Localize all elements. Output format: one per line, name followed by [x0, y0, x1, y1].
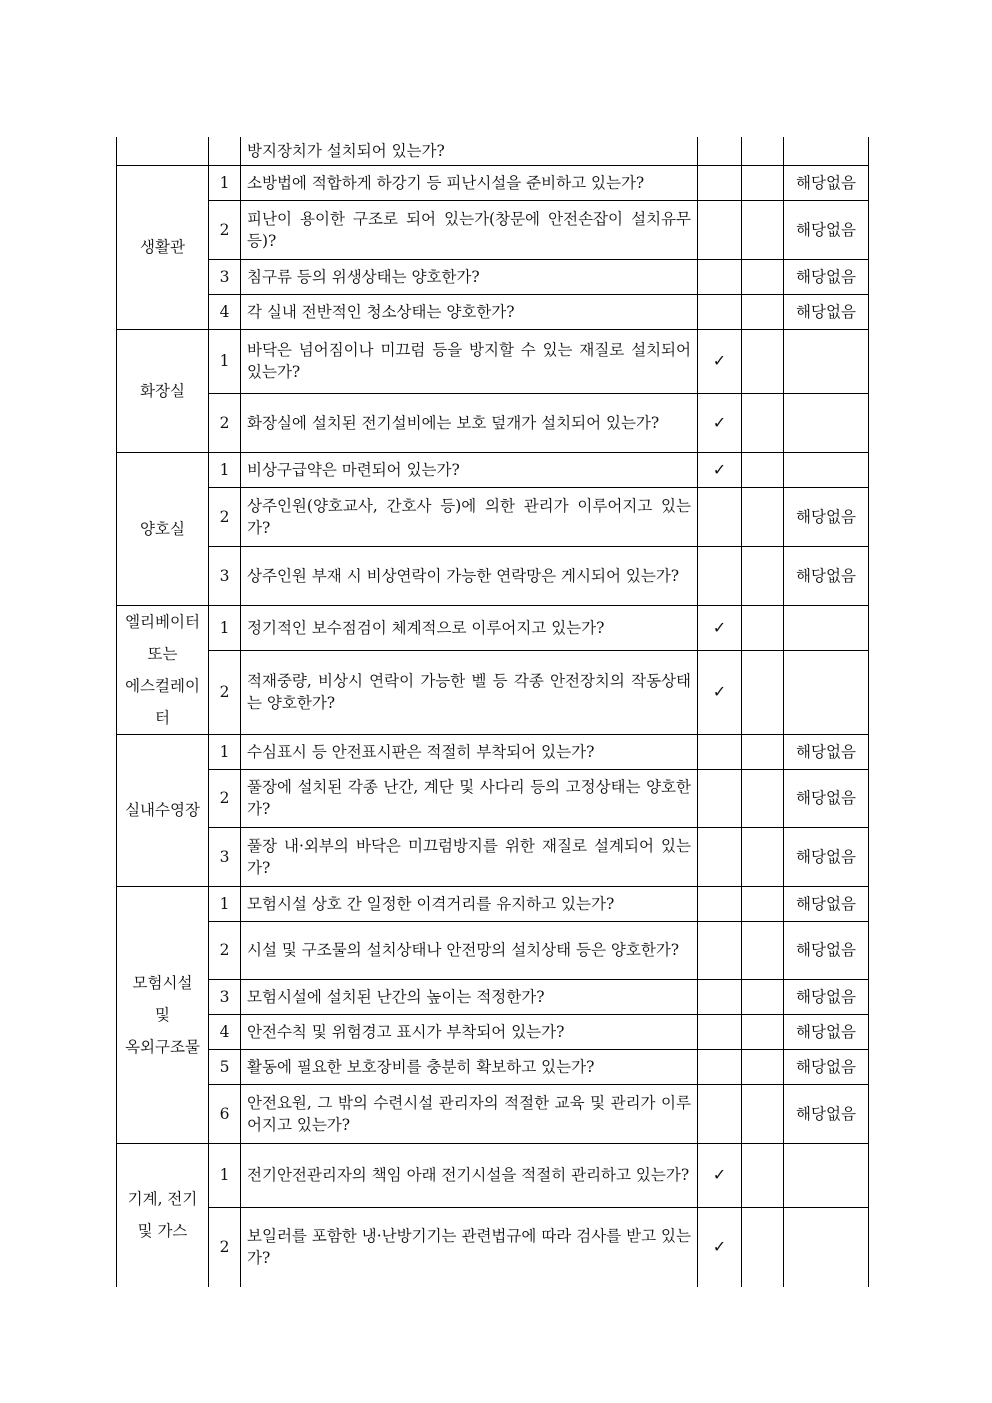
item-number: 6 [209, 1084, 241, 1143]
item-number: 3 [209, 979, 241, 1014]
question-text: 화장실에 설치된 전기설비에는 보호 덮개가 설치되어 있는가? [241, 393, 698, 452]
checklist-table [116, 137, 869, 1287]
note-cell: 해당없음 [784, 886, 869, 921]
note-cell: 해당없음 [784, 827, 869, 886]
category-cell [117, 1143, 209, 1287]
table-row [117, 769, 869, 827]
item-number: 4 [209, 294, 241, 329]
table-row [117, 827, 869, 886]
item-number: 3 [209, 259, 241, 294]
question-text: 비상구급약은 마련되어 있는가? [241, 452, 698, 487]
check-cell-2 [742, 921, 784, 979]
table-row [117, 1049, 869, 1084]
category-label: 및 가스 [137, 1222, 188, 1241]
check-cell-2 [742, 294, 784, 329]
check-cell: ✓ [698, 651, 742, 734]
check-cell-2 [742, 769, 784, 827]
table-row [117, 979, 869, 1014]
question-text: 풀장 내·외부의 바닥은 미끄럼방지를 위한 재질로 설계되어 있는가? [241, 827, 698, 886]
check-cell-2 [742, 734, 784, 769]
check-cell [698, 979, 742, 1014]
check-cell: ✓ [698, 1143, 742, 1207]
note-cell [784, 393, 869, 452]
category-label: 화장실 [140, 381, 185, 400]
note-cell [784, 452, 869, 487]
note-cell: 해당없음 [784, 769, 869, 827]
note-cell [784, 1143, 869, 1207]
table-row [117, 651, 869, 734]
check-cell [698, 1084, 742, 1143]
question-text: 침구류 등의 위생상태는 양호한가? [241, 259, 698, 294]
note-cell: 해당없음 [784, 1084, 869, 1143]
category-label: 또는 [147, 644, 178, 663]
check-cell [698, 137, 742, 165]
item-number: 2 [209, 921, 241, 979]
note-cell [784, 1207, 869, 1287]
question-text: 풀장에 설치된 각종 난간, 계단 및 사다리 등의 고정상태는 양호한가? [241, 769, 698, 827]
category-cell [117, 165, 209, 329]
question-text: 안전수칙 및 위험경고 표시가 부착되어 있는가? [241, 1014, 698, 1049]
check-cell-2 [742, 452, 784, 487]
table-row [117, 137, 869, 165]
question-text: 상주인원(양호교사, 간호사 등)에 의한 관리가 이루어지고 있는가? [241, 487, 698, 546]
category-cell [117, 452, 209, 605]
check-cell: ✓ [698, 329, 742, 393]
table-row [117, 605, 869, 651]
check-cell: ✓ [698, 1207, 742, 1287]
question-text: 모험시설 상호 간 일정한 이격거리를 유지하고 있는가? [241, 886, 698, 921]
table-row [117, 329, 869, 393]
table-row [117, 1014, 869, 1049]
check-cell-2 [742, 546, 784, 605]
table-row [117, 165, 869, 200]
note-cell [784, 137, 869, 165]
item-number [209, 137, 241, 165]
question-text: 피난이 용이한 구조로 되어 있는가(창문에 안전손잡이 설치유무 등)? [241, 200, 698, 259]
question-text: 활동에 필요한 보호장비를 충분히 확보하고 있는가? [241, 1049, 698, 1084]
question-text: 상주인원 부재 시 비상연락이 가능한 연락망은 게시되어 있는가? [241, 546, 698, 605]
check-cell [698, 165, 742, 200]
table-row [117, 259, 869, 294]
table-row [117, 886, 869, 921]
note-cell [784, 651, 869, 734]
question-text: 수심표시 등 안전표시판은 적절히 부착되어 있는가? [241, 734, 698, 769]
check-cell: ✓ [698, 393, 742, 452]
question-text: 보일러를 포함한 냉·난방기기는 관련법규에 따라 검사를 받고 있는가? [241, 1207, 698, 1287]
table-row [117, 734, 869, 769]
category-cell [117, 605, 209, 734]
note-cell: 해당없음 [784, 1014, 869, 1049]
item-number: 3 [209, 546, 241, 605]
check-cell: ✓ [698, 452, 742, 487]
category-cell [117, 734, 209, 886]
check-cell [698, 886, 742, 921]
check-cell [698, 259, 742, 294]
category-cell [117, 886, 209, 1143]
check-cell-2 [742, 1084, 784, 1143]
check-cell [698, 1049, 742, 1084]
note-cell: 해당없음 [784, 734, 869, 769]
note-cell: 해당없음 [784, 979, 869, 1014]
category-label: 생활관 [140, 238, 185, 256]
table-row [117, 452, 869, 487]
check-cell [698, 1014, 742, 1049]
check-cell-2 [742, 165, 784, 200]
category-label: 양호실 [140, 519, 185, 538]
check-cell-2 [742, 200, 784, 259]
check-cell: ✓ [698, 605, 742, 651]
table-row [117, 487, 869, 546]
question-text: 시설 및 구조물의 설치상태나 안전망의 설치상태 등은 양호한가? [241, 921, 698, 979]
item-number: 2 [209, 487, 241, 546]
question-text: 적재중량, 비상시 연락이 가능한 벨 등 각종 안전장치의 작동상태는 양호한가? [241, 651, 698, 734]
question-text: 각 실내 전반적인 청소상태는 양호한가? [241, 294, 698, 329]
table-row [117, 294, 869, 329]
check-cell-2 [742, 259, 784, 294]
item-number: 5 [209, 1049, 241, 1084]
check-cell-2 [742, 1207, 784, 1287]
check-cell-2 [742, 605, 784, 651]
category-cell [117, 137, 209, 165]
check-cell-2 [742, 827, 784, 886]
table-row [117, 1143, 869, 1207]
note-cell: 해당없음 [784, 294, 869, 329]
note-cell [784, 329, 869, 393]
check-cell-2 [742, 393, 784, 452]
check-cell [698, 200, 742, 259]
item-number: 1 [209, 165, 241, 200]
check-cell-2 [742, 137, 784, 165]
category-label: 엘리베이터 [125, 612, 200, 631]
check-cell [698, 769, 742, 827]
question-text: 방지장치가 설치되어 있는가? [241, 137, 698, 165]
table-row [117, 393, 869, 452]
item-number: 2 [209, 393, 241, 452]
table-row [117, 921, 869, 979]
item-number: 1 [209, 605, 241, 651]
check-cell-2 [742, 1049, 784, 1084]
check-cell [698, 546, 742, 605]
table-row [117, 546, 869, 605]
check-cell-2 [742, 487, 784, 546]
check-cell-2 [742, 329, 784, 393]
note-cell [784, 605, 869, 651]
item-number: 1 [209, 329, 241, 393]
question-text: 정기적인 보수점검이 체계적으로 이루어지고 있는가? [241, 605, 698, 651]
check-cell-2 [742, 1014, 784, 1049]
item-number: 2 [209, 769, 241, 827]
category-label: 실내수영장 [125, 801, 200, 819]
check-cell-2 [742, 979, 784, 1014]
check-cell-2 [742, 1143, 784, 1207]
question-text: 바닥은 넘어짐이나 미끄럼 등을 방지할 수 있는 재질로 설치되어 있는가? [241, 329, 698, 393]
note-cell: 해당없음 [784, 200, 869, 259]
check-cell [698, 294, 742, 329]
note-cell: 해당없음 [784, 1049, 869, 1084]
table-row [117, 1084, 869, 1143]
item-number: 1 [209, 1143, 241, 1207]
item-number: 1 [209, 886, 241, 921]
question-text: 전기안전관리자의 책임 아래 전기시설을 적절히 관리하고 있는가? [241, 1143, 698, 1207]
item-number: 1 [209, 734, 241, 769]
check-cell-2 [742, 651, 784, 734]
question-text: 모험시설에 설치된 난간의 높이는 적정한가? [241, 979, 698, 1014]
item-number: 3 [209, 827, 241, 886]
check-cell-2 [742, 886, 784, 921]
note-cell: 해당없음 [784, 921, 869, 979]
item-number: 2 [209, 1207, 241, 1287]
note-cell: 해당없음 [784, 487, 869, 546]
note-cell: 해당없음 [784, 259, 869, 294]
category-cell [117, 329, 209, 452]
item-number: 1 [209, 452, 241, 487]
check-cell [698, 734, 742, 769]
question-text: 안전요원, 그 밖의 수련시설 관리자의 적절한 교육 및 관리가 이루어지고 있는가? [241, 1084, 698, 1143]
check-cell [698, 921, 742, 979]
note-cell: 해당없음 [784, 165, 869, 200]
category-label: 옥외구조물 [125, 1037, 200, 1056]
item-number: 4 [209, 1014, 241, 1049]
table-row [117, 200, 869, 259]
question-text: 소방법에 적합하게 하강기 등 피난시설을 준비하고 있는가? [241, 165, 698, 200]
check-cell [698, 827, 742, 886]
note-cell: 해당없음 [784, 546, 869, 605]
item-number: 2 [209, 651, 241, 734]
check-cell [698, 487, 742, 546]
item-number: 2 [209, 200, 241, 259]
category-label: 모험시설 [132, 973, 193, 992]
category-label: 에스컬레이터 [125, 676, 200, 727]
category-label: 및 [155, 1005, 170, 1024]
category-label: 기계, 전기 [127, 1190, 198, 1209]
table-row [117, 1207, 869, 1287]
